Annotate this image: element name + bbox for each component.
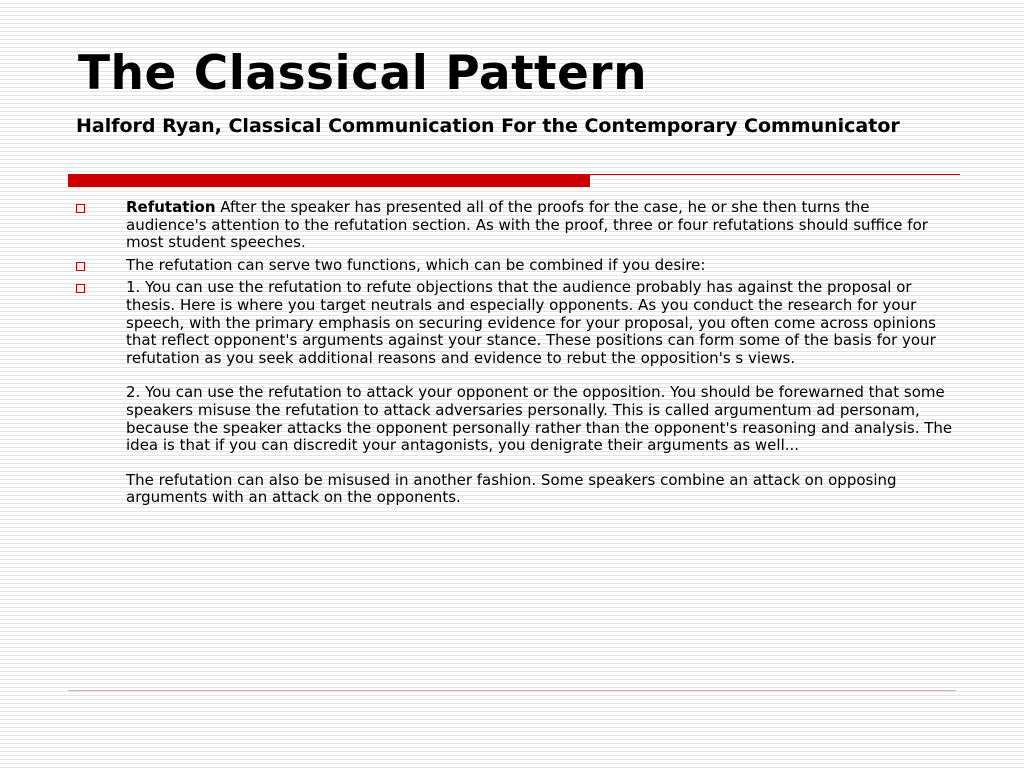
hollow-square-icon — [76, 262, 85, 271]
bullet-text — [126, 279, 954, 507]
bullet-keyword: Refutation — [126, 198, 216, 216]
paragraph-use-one: 1. You can use the refutation to refute objections that the audience probably has against the proposal or thesis. Here is where you target neutrals and especially opponents. As you conduct the research for your speech, with the primary emphasis on securing evidence for your proposal, you often come across opinions that reflect opponent's arguments against your stance. These positions can form some of the basis for your refutation as you seek additional reasons and evidence to rebut the opposition's s views. — [126, 278, 936, 367]
header-divider — [68, 174, 960, 188]
bullet-item-functions — [74, 257, 954, 275]
bullet-body: The refutation can serve two functions, which can be combined if you desire: — [126, 255, 706, 274]
footer-divider — [68, 690, 956, 691]
slide-title: The Classical Pattern — [78, 46, 648, 101]
bullet-item-uses — [74, 279, 954, 507]
slide-subtitle: Halford Ryan, Classical Communication For the Contemporary Communicator — [76, 115, 900, 137]
bullet-item-refutation — [74, 199, 954, 252]
paragraph-use-two: 2. You can use the refutation to attack your opponent or the opposition. You should be forewarned that some speakers misuse the refutation to attack adversaries personally. This is called argumentum ad personam, because the speaker attacks the opponent personally rather than the opponent's reasoning and analysis. The idea is that if you can discredit your antagonists, you denigrate their arguments as well... — [126, 383, 953, 455]
header-divider-bar — [68, 174, 590, 187]
hollow-square-icon — [76, 284, 85, 293]
bullet-list — [74, 199, 954, 512]
header-divider-line — [590, 174, 960, 175]
hollow-square-icon — [76, 204, 85, 213]
bullet-body: After the speaker has presented all of the proofs for the case, he or she then turns the audience's attention to the refutation section. As with the proof, three or four refutations should suffice for most student speeches. — [126, 198, 928, 252]
bullet-text — [126, 257, 954, 275]
paragraph-misuse: The refutation can also be misused in another fashion. Some speakers combine an attack on opposing arguments with an attack on the opponents. — [126, 470, 897, 507]
bullet-text — [126, 199, 954, 252]
